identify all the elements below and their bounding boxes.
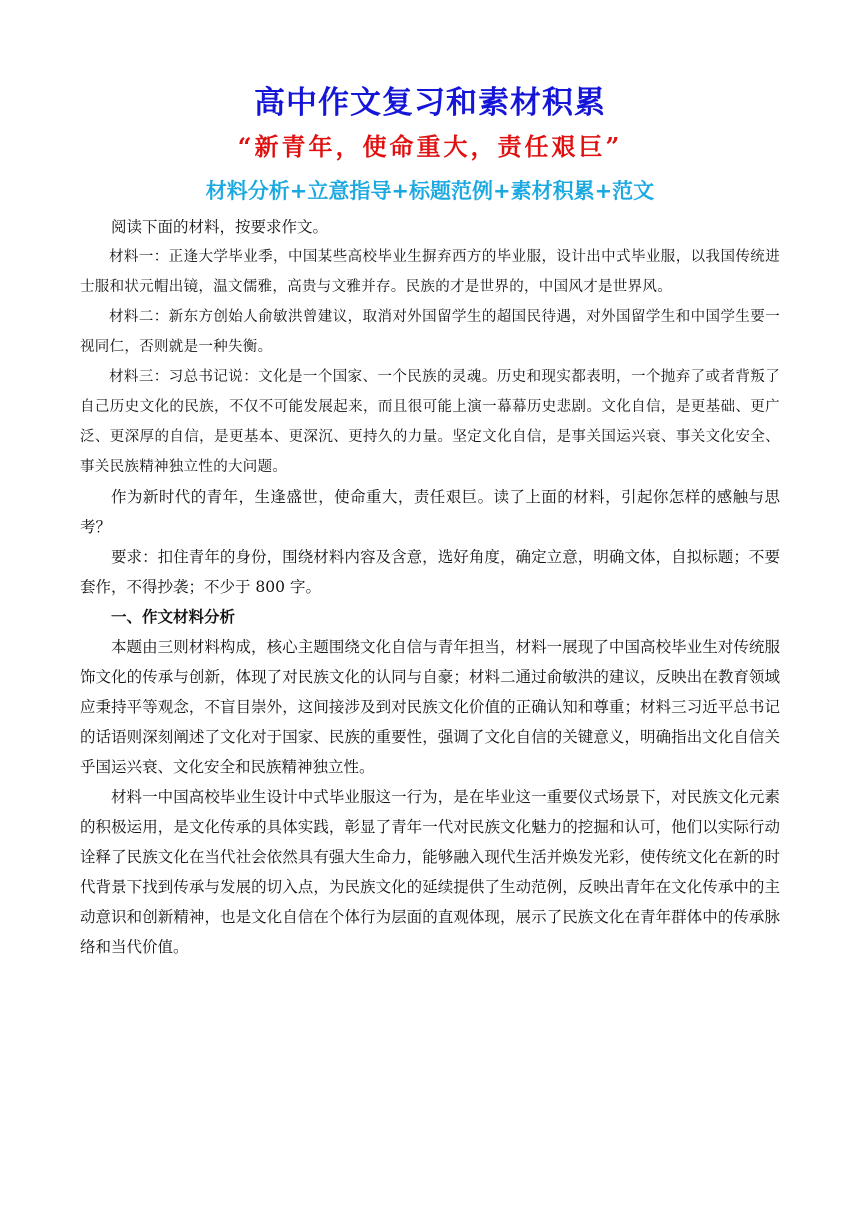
document-title: 高中作文复习和素材积累 [254,85,606,121]
prompt-intro: 阅读下面的材料，按要求作文。 [111,218,329,236]
material-two: 材料二：新东方创始人俞敏洪曾建议，取消对外国留学生的超国民待遇，对外国留学生和中国学生要一视同仁，否则就是一种失衡。 [80,309,780,355]
document-subtitle: “新青年，使命重大，责任艰巨” [237,132,623,161]
prompt-task: 作为新时代的青年，生逢盛世，使命重大，责任艰巨。读了上面的材料，引起你怎样的感触与思考？ [80,488,780,536]
section-heading: 一、作文材料分析 [111,608,236,626]
document-page [80,82,780,962]
prompt-requirements: 要求：扣住青年的身份，围绕材料内容及含意，选好角度，确定立意，明确文体，自拟标题；不要套作，不得抄袭；不少于 800 字。 [80,548,780,596]
analysis-paragraph-2: 材料一中国高校毕业生设计中式毕业服这一行为，是在毕业这一重要仪式场景下，对民族文化元素的积极运用，是文化传承的具体实践，彰显了青年一代对民族文化魅力的挖掘和认可，他们以实际行动诠释了民族文化在当代社会依然具有强大生命力，能够融入现代生活并焕发光彩，使传统文化在新的时代背景下找到传承与发展的切入点，为民族文化的延续提供了生动范例，反映出青年在文化传承中的主动意识和创新精神，也是文化自信在个体行为层面的直观体现，展示了民族文化在青年群体中的传承脉络和当代价值。 [80,788,780,956]
analysis-paragraph-1: 本题由三则材料构成，核心主题围绕文化自信与青年担当，材料一展现了中国高校毕业生对传统服饰文化的传承与创新，体现了对民族文化的认同与自豪；材料二通过俞敏洪的建议，反映出在教育领域应秉持平等观念，不盲目崇外，这间接涉及到对民族文化价值的正确认知和尊重；材料三习近平总书记的话语则深刻阐述了文化对于国家、民族的重要性，强调了文化自信的关键意义，明确指出文化自信关乎国运兴衰、文化安全和民族精神独立性。 [80,638,780,776]
document-tagline: 材料分析+立意指导+标题范例+素材积累+范文 [205,179,655,203]
material-one: 材料一：正逢大学毕业季，中国某些高校毕业生摒弃西方的毕业服，设计出中式毕业服，以我国传统进士服和状元帽出镜，温文儒雅，高贵与文雅并存。民族的才是世界的，中国风才是世界风。 [80,249,780,295]
material-three: 材料三：习总书记说：文化是一个国家、一个民族的灵魂。历史和现实都表明，一个抛弃了或者背叛了自己历史文化的民族，不仅不可能发展起来，而且很可能上演一幕幕历史悲剧。文化自信，是更基础、更广泛、更深厚的自信，是更基本、更深沉、更持久的力量。坚定文化自信，是事关国运兴衰、事关文化安全、事关民族精神独立性的大问题。 [80,369,780,475]
